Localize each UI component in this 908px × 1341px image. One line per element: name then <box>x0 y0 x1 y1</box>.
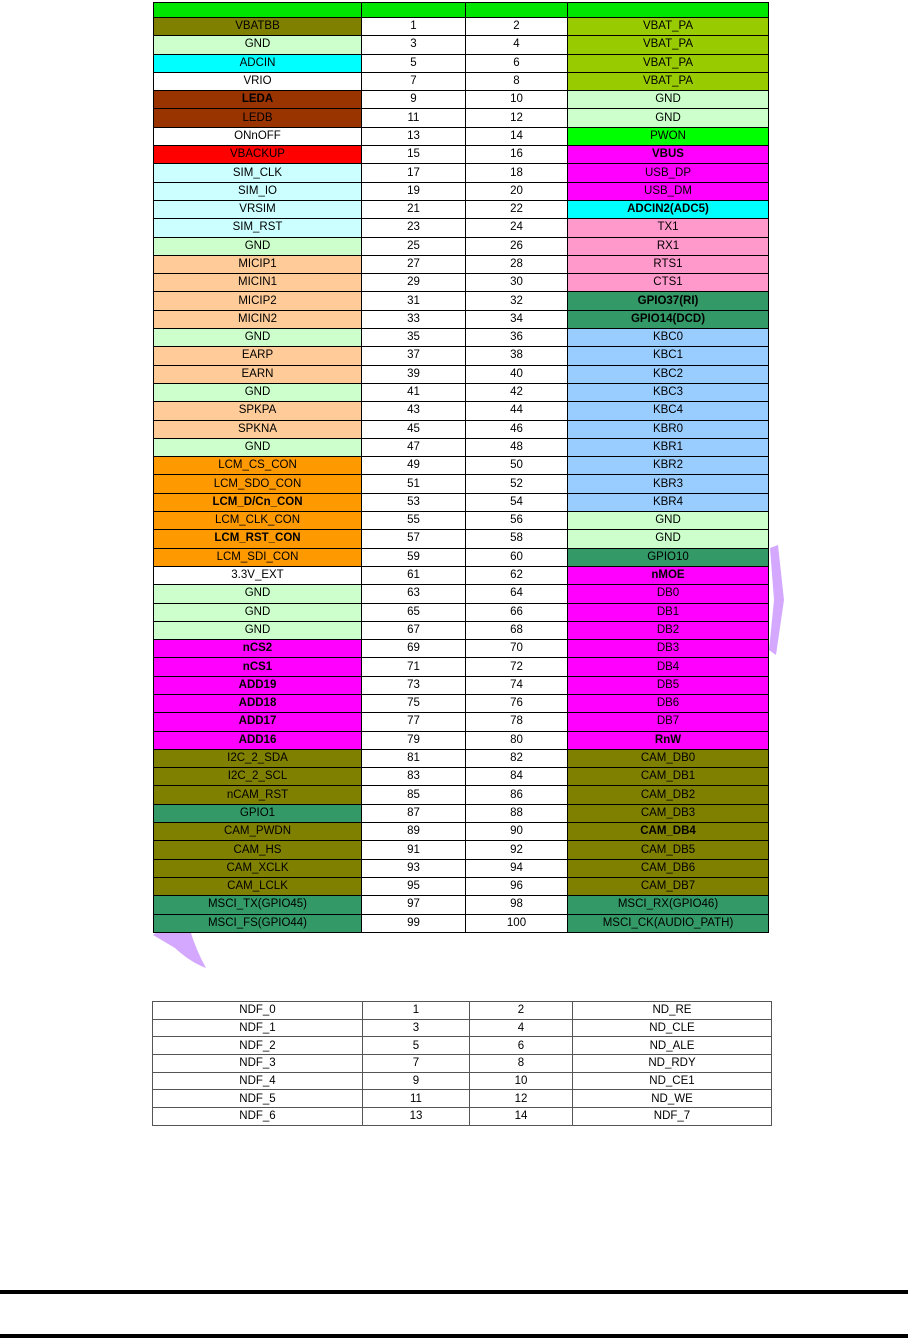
table-row <box>154 475 769 493</box>
pin-number-left: 67 <box>362 621 466 639</box>
nand-name-left: NDF_1 <box>153 1019 363 1037</box>
table-row <box>154 127 769 145</box>
pin-name-left: SIM_RST <box>154 219 362 237</box>
table-row <box>154 182 769 200</box>
pin-name-right: CAM_DB6 <box>568 859 769 877</box>
pin-name-left: GND <box>154 621 362 639</box>
pin-name-right: CAM_DB0 <box>568 749 769 767</box>
pin-number-left: 5 <box>362 54 466 72</box>
pin-number-left: 17 <box>362 164 466 182</box>
pin-name-right: CAM_DB2 <box>568 786 769 804</box>
table-row <box>154 438 769 456</box>
pin-number-left: 13 <box>362 127 466 145</box>
pin-number-left: 23 <box>362 219 466 237</box>
nand-name-right: ND_RE <box>573 1002 772 1020</box>
pin-table-body <box>154 3 769 933</box>
table-row <box>154 566 769 584</box>
pin-number-left: 71 <box>362 658 466 676</box>
pin-name-right: KBR2 <box>568 457 769 475</box>
pin-name-right: USB_DM <box>568 182 769 200</box>
table-row <box>153 1019 772 1037</box>
nand-number-left: 7 <box>363 1055 470 1073</box>
pin-number-left: 9 <box>362 91 466 109</box>
pin-name-left: SIM_CLK <box>154 164 362 182</box>
pin-name-right: DB5 <box>568 676 769 694</box>
pin-number-left: 97 <box>362 896 466 914</box>
table-row <box>154 768 769 786</box>
pin-number-left: 53 <box>362 493 466 511</box>
pin-name-right: CAM_DB1 <box>568 768 769 786</box>
pin-name-right: DB7 <box>568 713 769 731</box>
table-row <box>154 493 769 511</box>
pin-name-left: GND <box>154 329 362 347</box>
table-row <box>154 420 769 438</box>
table-row <box>154 219 769 237</box>
nand-number-right: 2 <box>470 1002 573 1020</box>
pin-name-right: KBC4 <box>568 402 769 420</box>
pin-number-left: 75 <box>362 694 466 712</box>
pin-name-right: KBC3 <box>568 383 769 401</box>
pin-number-right: 50 <box>466 457 568 475</box>
pin-name-right: KBR4 <box>568 493 769 511</box>
table-row <box>154 164 769 182</box>
pin-name-right: VBAT_PA <box>568 54 769 72</box>
pin-name-right: GND <box>568 91 769 109</box>
pin-name-right: GPIO37(RI) <box>568 292 769 310</box>
pin-number-left: 59 <box>362 548 466 566</box>
pin-name-left: nCS2 <box>154 640 362 658</box>
pin-number-right: 90 <box>466 823 568 841</box>
footer-rule-top <box>0 1290 908 1294</box>
pin-number-right: 36 <box>466 329 568 347</box>
pin-number-left: 91 <box>362 841 466 859</box>
pin-number-left: 43 <box>362 402 466 420</box>
nand-number-right: 10 <box>470 1072 573 1090</box>
pin-name-right: USB_DP <box>568 164 769 182</box>
pin-number-right: 16 <box>466 146 568 164</box>
pin-name-left: CAM_PWDN <box>154 823 362 841</box>
table-row <box>154 621 769 639</box>
pin-number-right: 10 <box>466 91 568 109</box>
pin-number-right: 54 <box>466 493 568 511</box>
table-row <box>153 1108 772 1126</box>
pin-name-left: LCM_CS_CON <box>154 457 362 475</box>
pin-name-right: DB2 <box>568 621 769 639</box>
pin-number-right: 86 <box>466 786 568 804</box>
pin-assignment-table <box>153 2 769 933</box>
pin-name-left: ADCIN <box>154 54 362 72</box>
nand-number-right: 6 <box>470 1037 573 1055</box>
pin-number-right: 26 <box>466 237 568 255</box>
pin-number-left: 33 <box>362 310 466 328</box>
pin-number-left: 39 <box>362 365 466 383</box>
pin-name-right: GPIO14(DCD) <box>568 310 769 328</box>
pin-number-right: 52 <box>466 475 568 493</box>
pin-number-right: 74 <box>466 676 568 694</box>
pin-name-left: SPKNA <box>154 420 362 438</box>
table-row <box>154 274 769 292</box>
pin-name-right: CAM_DB3 <box>568 804 769 822</box>
nand-name-left: NDF_2 <box>153 1037 363 1055</box>
table-row <box>154 585 769 603</box>
table-row <box>154 658 769 676</box>
pin-name-left: ADD16 <box>154 731 362 749</box>
nand-number-left: 3 <box>363 1019 470 1037</box>
pin-name-right: CAM_DB7 <box>568 877 769 895</box>
table-row <box>154 694 769 712</box>
pin-number-right: 70 <box>466 640 568 658</box>
table-row <box>154 54 769 72</box>
footer-rule-bottom <box>0 1334 908 1338</box>
pin-name-left: GND <box>154 36 362 54</box>
pin-number-right: 92 <box>466 841 568 859</box>
pin-number-right: 94 <box>466 859 568 877</box>
pin-number-right: 56 <box>466 512 568 530</box>
pin-number-left: 47 <box>362 438 466 456</box>
pin-number-left: 15 <box>362 146 466 164</box>
pin-number-right: 4 <box>466 36 568 54</box>
pin-number-left: 89 <box>362 823 466 841</box>
pin-name-left: SPKPA <box>154 402 362 420</box>
pin-name-right: KBC2 <box>568 365 769 383</box>
pin-name-left: VBACKUP <box>154 146 362 164</box>
pin-number-right: 66 <box>466 603 568 621</box>
pin-name-right: DB1 <box>568 603 769 621</box>
table-row <box>154 640 769 658</box>
pin-name-right: CAM_DB5 <box>568 841 769 859</box>
pin-number-left: 49 <box>362 457 466 475</box>
table-row <box>154 731 769 749</box>
pin-name-right: DB4 <box>568 658 769 676</box>
pin-number-left: 85 <box>362 786 466 804</box>
table-row <box>154 914 769 932</box>
pin-number-right: 62 <box>466 566 568 584</box>
pin-name-left: MICIP1 <box>154 255 362 273</box>
header-cell <box>568 3 769 18</box>
pin-name-left: SIM_IO <box>154 182 362 200</box>
pin-name-right: VBAT_PA <box>568 36 769 54</box>
pin-name-left: MICIN2 <box>154 310 362 328</box>
table-row <box>154 18 769 36</box>
table-row <box>154 72 769 90</box>
table-row <box>154 859 769 877</box>
pin-number-right: 44 <box>466 402 568 420</box>
pin-name-left: GPIO1 <box>154 804 362 822</box>
pin-name-left: I2C_2_SDA <box>154 749 362 767</box>
pin-name-left: ONnOFF <box>154 127 362 145</box>
table-row <box>154 713 769 731</box>
pin-number-left: 29 <box>362 274 466 292</box>
header-cell <box>466 3 568 18</box>
table-row <box>154 36 769 54</box>
pin-number-right: 42 <box>466 383 568 401</box>
pin-number-right: 80 <box>466 731 568 749</box>
table-row <box>153 1002 772 1020</box>
pin-number-right: 76 <box>466 694 568 712</box>
pin-number-right: 18 <box>466 164 568 182</box>
nand-name-left: NDF_0 <box>153 1002 363 1020</box>
pin-number-right: 68 <box>466 621 568 639</box>
nand-number-left: 9 <box>363 1072 470 1090</box>
table-row <box>154 512 769 530</box>
pin-number-right: 34 <box>466 310 568 328</box>
pin-number-right: 58 <box>466 530 568 548</box>
nand-number-left: 13 <box>363 1108 470 1126</box>
pin-number-left: 19 <box>362 182 466 200</box>
nand-name-right: ND_CE1 <box>573 1072 772 1090</box>
nand-name-right: NDF_7 <box>573 1108 772 1126</box>
pin-table-header-row <box>154 3 769 18</box>
pin-name-left: nCAM_RST <box>154 786 362 804</box>
nand-number-right: 4 <box>470 1019 573 1037</box>
pin-name-left: VRSIM <box>154 200 362 218</box>
pin-name-left: MICIP2 <box>154 292 362 310</box>
nand-name-left: NDF_6 <box>153 1108 363 1126</box>
pin-name-right: VBAT_PA <box>568 18 769 36</box>
table-row <box>154 530 769 548</box>
pin-number-left: 57 <box>362 530 466 548</box>
pin-name-left: 3.3V_EXT <box>154 566 362 584</box>
pin-name-right: GPIO10 <box>568 548 769 566</box>
pin-name-left: LCM_SDO_CON <box>154 475 362 493</box>
pin-number-left: 77 <box>362 713 466 731</box>
pin-name-left: GND <box>154 585 362 603</box>
pin-name-left: CAM_HS <box>154 841 362 859</box>
nand-name-left: NDF_5 <box>153 1090 363 1108</box>
pin-number-right: 22 <box>466 200 568 218</box>
pin-name-right: DB6 <box>568 694 769 712</box>
pin-name-right: VBAT_PA <box>568 72 769 90</box>
pin-name-right: DB3 <box>568 640 769 658</box>
pin-number-right: 88 <box>466 804 568 822</box>
pin-name-right: VBUS <box>568 146 769 164</box>
pin-name-left: EARN <box>154 365 362 383</box>
pin-name-left: CAM_XCLK <box>154 859 362 877</box>
pin-name-right: GND <box>568 109 769 127</box>
table-row <box>154 402 769 420</box>
pin-number-left: 65 <box>362 603 466 621</box>
pin-name-right: RX1 <box>568 237 769 255</box>
pin-name-right: GND <box>568 512 769 530</box>
table-row <box>153 1037 772 1055</box>
table-row <box>154 146 769 164</box>
table-row <box>154 786 769 804</box>
table-row <box>154 310 769 328</box>
pin-name-left: I2C_2_SCL <box>154 768 362 786</box>
pin-name-left: MICIN1 <box>154 274 362 292</box>
pin-name-right: KBC0 <box>568 329 769 347</box>
nand-name-right: ND_CLE <box>573 1019 772 1037</box>
pin-name-left: EARP <box>154 347 362 365</box>
pin-name-right: RTS1 <box>568 255 769 273</box>
pin-number-left: 7 <box>362 72 466 90</box>
nand-number-right: 14 <box>470 1108 573 1126</box>
table-row <box>154 676 769 694</box>
pin-number-left: 61 <box>362 566 466 584</box>
pin-number-left: 1 <box>362 18 466 36</box>
pin-name-left: LCM_D/Cn_CON <box>154 493 362 511</box>
pin-number-right: 40 <box>466 365 568 383</box>
nand-number-right: 12 <box>470 1090 573 1108</box>
pin-number-left: 95 <box>362 877 466 895</box>
pin-number-left: 31 <box>362 292 466 310</box>
table-row <box>154 255 769 273</box>
pin-number-left: 37 <box>362 347 466 365</box>
pin-name-right: KBR3 <box>568 475 769 493</box>
nand-name-right: ND_WE <box>573 1090 772 1108</box>
pin-name-left: GND <box>154 237 362 255</box>
pin-name-right: PWON <box>568 127 769 145</box>
pin-number-right: 6 <box>466 54 568 72</box>
pin-number-right: 60 <box>466 548 568 566</box>
pin-name-right: KBR1 <box>568 438 769 456</box>
pin-number-left: 63 <box>362 585 466 603</box>
pin-number-right: 28 <box>466 255 568 273</box>
pin-number-left: 3 <box>362 36 466 54</box>
pin-number-right: 32 <box>466 292 568 310</box>
nand-number-right: 8 <box>470 1055 573 1073</box>
pin-number-left: 25 <box>362 237 466 255</box>
pin-name-right: TX1 <box>568 219 769 237</box>
pin-name-left: ADD19 <box>154 676 362 694</box>
nand-number-left: 11 <box>363 1090 470 1108</box>
pin-number-left: 35 <box>362 329 466 347</box>
pin-name-left: MSCI_TX(GPIO45) <box>154 896 362 914</box>
table-row <box>154 237 769 255</box>
pin-number-left: 73 <box>362 676 466 694</box>
table-row <box>154 365 769 383</box>
pin-name-left: LCM_CLK_CON <box>154 512 362 530</box>
pin-number-left: 27 <box>362 255 466 273</box>
pin-name-right: DB0 <box>568 585 769 603</box>
pin-number-right: 12 <box>466 109 568 127</box>
pin-number-right: 98 <box>466 896 568 914</box>
pin-number-right: 30 <box>466 274 568 292</box>
nand-table-body <box>153 1002 772 1126</box>
pin-name-right: ADCIN2(ADC5) <box>568 200 769 218</box>
pin-number-left: 83 <box>362 768 466 786</box>
table-row <box>154 804 769 822</box>
pin-name-left: VRIO <box>154 72 362 90</box>
pin-number-right: 14 <box>466 127 568 145</box>
table-row <box>154 841 769 859</box>
table-row <box>154 457 769 475</box>
pin-number-right: 78 <box>466 713 568 731</box>
pin-number-right: 64 <box>466 585 568 603</box>
pin-name-left: LCM_SDI_CON <box>154 548 362 566</box>
pin-name-left: LEDA <box>154 91 362 109</box>
pin-number-right: 24 <box>466 219 568 237</box>
pin-name-left: GND <box>154 603 362 621</box>
pin-name-left: GND <box>154 383 362 401</box>
pin-name-left: LCM_RST_CON <box>154 530 362 548</box>
nand-number-left: 1 <box>363 1002 470 1020</box>
pin-number-right: 96 <box>466 877 568 895</box>
table-row <box>154 548 769 566</box>
pin-name-right: RnW <box>568 731 769 749</box>
table-row <box>154 329 769 347</box>
table-row <box>153 1090 772 1108</box>
table-row <box>154 91 769 109</box>
table-row <box>153 1055 772 1073</box>
pin-name-right: CTS1 <box>568 274 769 292</box>
pin-number-left: 55 <box>362 512 466 530</box>
pin-number-right: 38 <box>466 347 568 365</box>
pin-number-left: 11 <box>362 109 466 127</box>
pin-number-right: 100 <box>466 914 568 932</box>
pin-name-right: MSCI_CK(AUDIO_PATH) <box>568 914 769 932</box>
pin-number-right: 84 <box>466 768 568 786</box>
pin-number-left: 45 <box>362 420 466 438</box>
pin-name-left: LEDB <box>154 109 362 127</box>
pin-name-left: ADD17 <box>154 713 362 731</box>
table-row <box>154 877 769 895</box>
pin-name-left: VBATBB <box>154 18 362 36</box>
table-row <box>154 896 769 914</box>
pin-name-right: CAM_DB4 <box>568 823 769 841</box>
table-row <box>154 109 769 127</box>
pin-number-left: 99 <box>362 914 466 932</box>
nand-pin-table <box>152 1001 772 1126</box>
pin-name-right: nMOE <box>568 566 769 584</box>
pin-number-right: 2 <box>466 18 568 36</box>
table-row <box>154 292 769 310</box>
pin-number-left: 87 <box>362 804 466 822</box>
pin-number-right: 46 <box>466 420 568 438</box>
pin-name-right: GND <box>568 530 769 548</box>
pin-number-right: 48 <box>466 438 568 456</box>
nand-name-right: ND_RDY <box>573 1055 772 1073</box>
pin-number-right: 72 <box>466 658 568 676</box>
pin-name-right: KBR0 <box>568 420 769 438</box>
pin-number-left: 69 <box>362 640 466 658</box>
pin-name-left: ADD18 <box>154 694 362 712</box>
pin-name-left: MSCI_FS(GPIO44) <box>154 914 362 932</box>
pin-name-right: KBC1 <box>568 347 769 365</box>
pin-name-left: CAM_LCLK <box>154 877 362 895</box>
table-row <box>154 749 769 767</box>
nand-name-right: ND_ALE <box>573 1037 772 1055</box>
pin-name-left: nCS1 <box>154 658 362 676</box>
nand-number-left: 5 <box>363 1037 470 1055</box>
table-row <box>154 200 769 218</box>
pin-number-right: 20 <box>466 182 568 200</box>
pin-number-left: 41 <box>362 383 466 401</box>
pin-name-right: MSCI_RX(GPIO46) <box>568 896 769 914</box>
table-row <box>154 347 769 365</box>
pin-name-left: GND <box>154 438 362 456</box>
pin-number-left: 93 <box>362 859 466 877</box>
table-row <box>154 603 769 621</box>
header-cell <box>362 3 466 18</box>
pin-number-left: 79 <box>362 731 466 749</box>
nand-name-left: NDF_4 <box>153 1072 363 1090</box>
header-cell <box>154 3 362 18</box>
table-row <box>153 1072 772 1090</box>
pin-number-right: 82 <box>466 749 568 767</box>
pin-number-left: 81 <box>362 749 466 767</box>
pin-number-left: 51 <box>362 475 466 493</box>
nand-name-left: NDF_3 <box>153 1055 363 1073</box>
table-row <box>154 823 769 841</box>
table-row <box>154 383 769 401</box>
pin-number-left: 21 <box>362 200 466 218</box>
pin-number-right: 8 <box>466 72 568 90</box>
